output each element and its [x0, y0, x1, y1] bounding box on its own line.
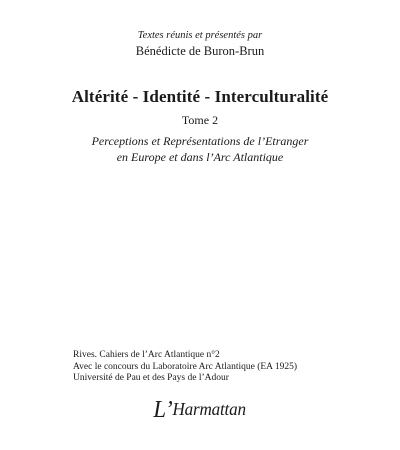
book-subtitle: [0, 133, 400, 165]
subtitle-line-1: Perceptions et Représentations de l’Etranger: [91, 134, 309, 148]
book-title: Altérité - Identité - Interculturalité: [71, 87, 329, 106]
publisher-logo-initial: L’: [153, 397, 173, 423]
series-info: [73, 350, 297, 385]
volume-label: Tome 2: [181, 113, 219, 127]
editor-name: Bénédicte de Buron-Brun: [135, 44, 265, 58]
series-line-1: Rives. Cahiers de l’Arc Atlantique n°2: [73, 350, 220, 360]
subtitle-line-2: en Europe et dans l’Arc Atlantique: [116, 150, 284, 164]
series-line-2: Avec le concours du Laboratoire Arc Atlantique (EA 1925): [73, 361, 298, 372]
editors-intro: Textes réunis et présentés par: [137, 30, 263, 41]
publisher-logo-rest: Harmattan: [172, 399, 247, 419]
publisher-logo: [0, 397, 400, 424]
publisher-wordmark: [154, 397, 246, 424]
series-line-3: Université de Pau et des Pays de l’Adour: [73, 373, 229, 384]
